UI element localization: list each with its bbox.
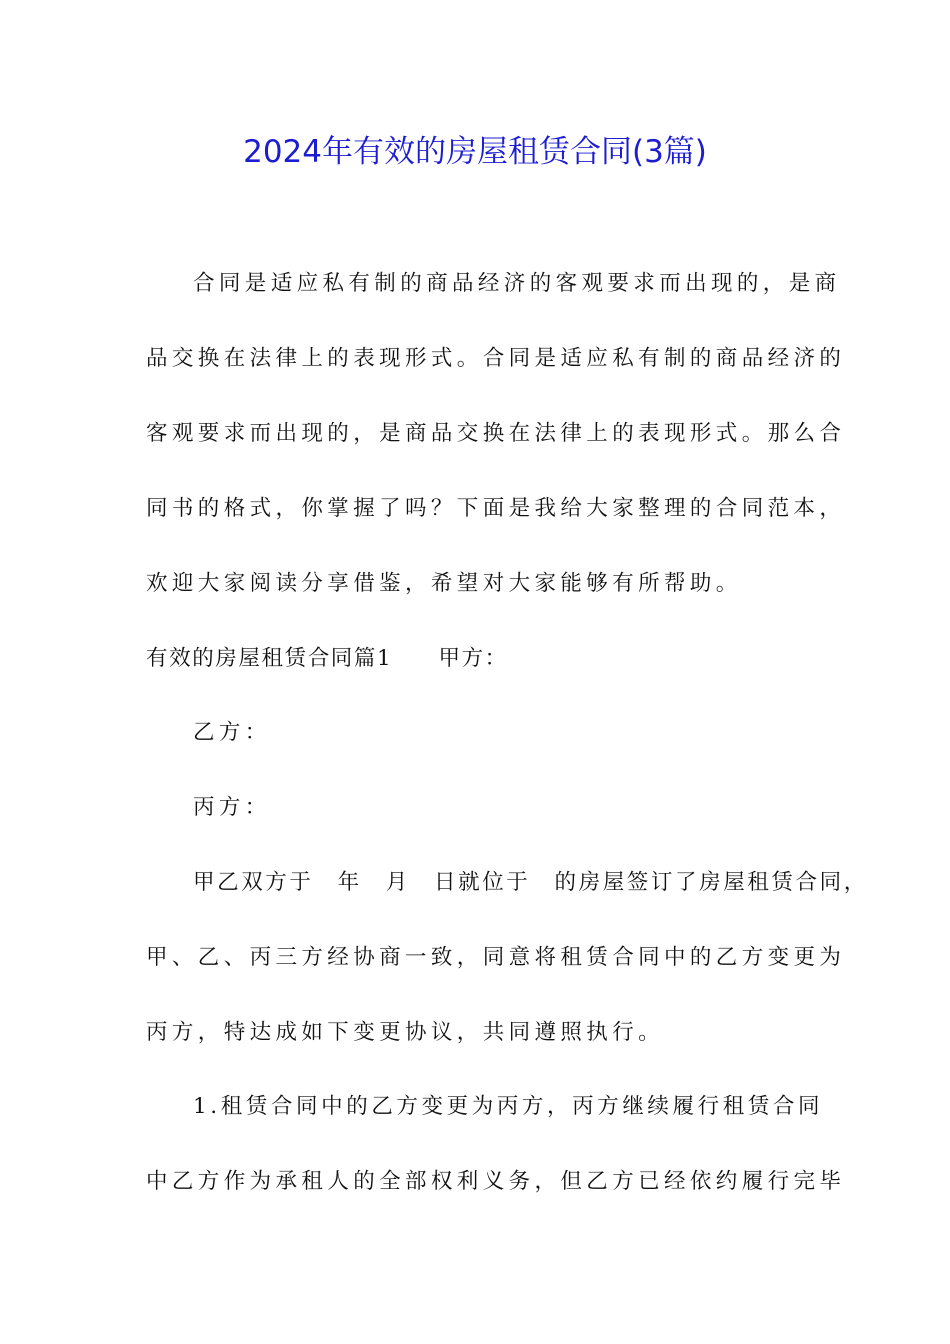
clause-line: 中乙方作为承租人的全部权利义务，但乙方已经依约履行完毕 bbox=[146, 1169, 846, 1194]
section-heading-line: 有效的房屋租赁合同篇1 甲方： bbox=[146, 646, 508, 671]
paragraph-line: 品交换在法律上的表现形式。合同是适应私有制的商品经济的 bbox=[146, 346, 846, 371]
clause-line: 1.租赁合同中的乙方变更为丙方，丙方继续履行租赁合同 bbox=[193, 1094, 824, 1119]
paragraph-line: 同书的格式，你掌握了吗？下面是我给大家整理的合同范本， bbox=[146, 496, 846, 521]
paragraph-line: 合同是适应私有制的商品经济的客观要求而出现的，是商 bbox=[193, 271, 841, 296]
party-b-line: 乙方： bbox=[193, 720, 271, 745]
paragraph-line: 客观要求而出现的，是商品交换在法律上的表现形式。那么合 bbox=[146, 421, 846, 446]
paragraph-line: 丙方，特达成如下变更协议，共同遵照执行。 bbox=[146, 1020, 665, 1045]
document-title: 2024年有效的房屋租赁合同(3篇) bbox=[243, 134, 707, 170]
party-c-line: 丙方： bbox=[193, 795, 271, 820]
paragraph-line: 甲、乙、丙三方经协商一致，同意将租赁合同中的乙方变更为 bbox=[146, 945, 846, 970]
paragraph-line: 甲乙双方于 年 月 日就位于 的房屋签订了房屋租赁合同， bbox=[193, 870, 868, 895]
paragraph-line: 欢迎大家阅读分享借鉴，希望对大家能够有所帮助。 bbox=[146, 571, 742, 596]
